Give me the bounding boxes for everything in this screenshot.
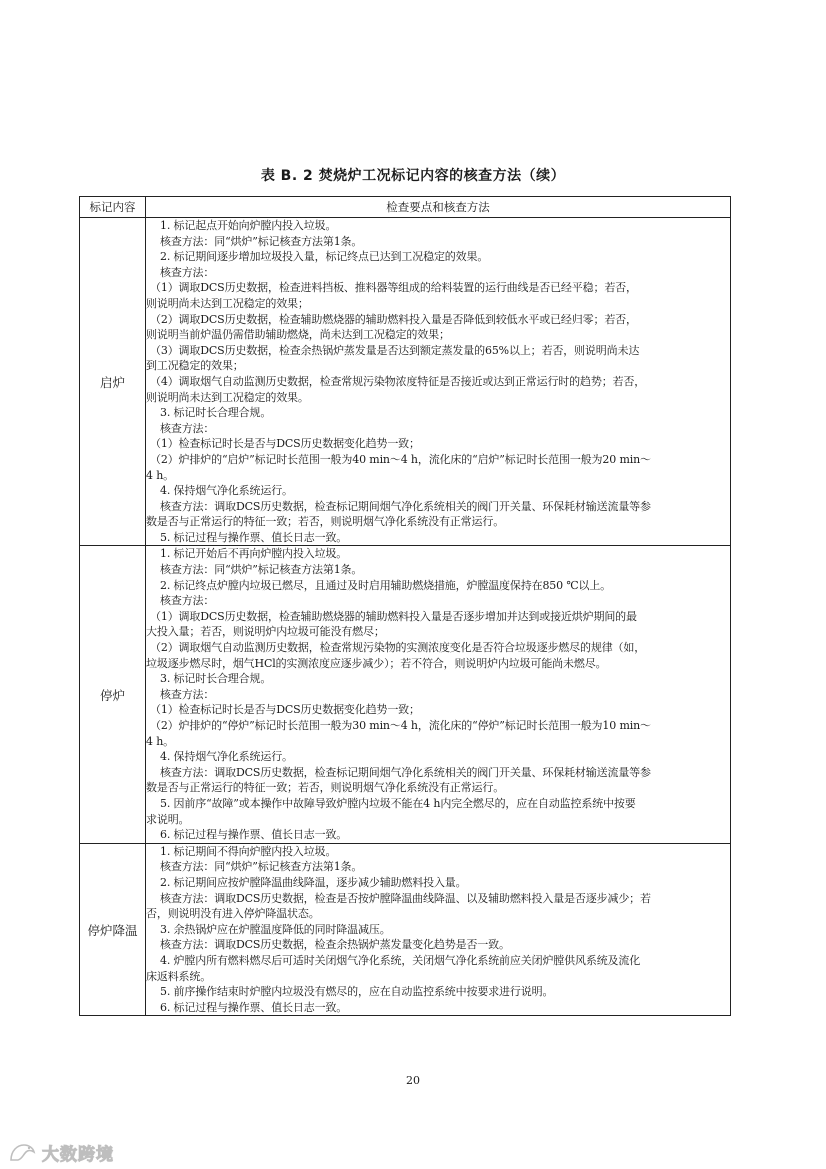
check-line: 6. 标记过程与操作票、值长日志一致。 <box>160 828 348 842</box>
check-line: 核查方法：调取DCS历史数据，检查是否按炉膛降温曲线降温、以及辅助燃料投入量是否逐步减少；若 <box>160 891 651 905</box>
check-line: 则说明尚未达到工况稳定的效果。 <box>146 390 309 404</box>
check-method-cell <box>146 546 731 843</box>
fox-logo-icon <box>8 1141 38 1163</box>
check-line: 5. 因前序“故障”或本操作中故障导致炉膛内垃圾不能在4 h内完全燃尽的，应在自动监控系统中按要 <box>160 796 636 810</box>
check-line: 2. 标记期间应按炉膛降温曲线降温，逐步减少辅助燃料投入量。 <box>160 875 467 889</box>
check-line: 床返料系统。 <box>146 969 212 983</box>
check-line: （1）调取DCS历史数据，检查进料挡板、推料器等组成的给料装置的运行曲线是否已经平稳；若否， <box>150 281 637 295</box>
check-line: 数是否与正常运行的特征一致；若否，则说明烟气净化系统没有正常运行。 <box>146 515 505 529</box>
table-title: 表 B. 2 焚烧炉工况标记内容的核查方法（续） <box>260 168 566 184</box>
check-line: 否，则说明没有进入停炉降温状态。 <box>146 907 320 921</box>
check-line: 大投入量；若否，则说明炉内垃圾可能没有燃尽； <box>146 625 385 639</box>
check-line: （1）检查标记时长是否与DCS历史数据变化趋势一致； <box>150 703 420 717</box>
check-line: 核查方法：同“烘炉”标记核查方法第1条。 <box>160 563 363 577</box>
check-line: 5. 标记过程与操作票、值长日志一致。 <box>160 530 348 544</box>
check-line: 1. 标记开始后不再向炉膛内投入垃圾。 <box>160 547 348 561</box>
check-line: 3. 余热锅炉应在炉膛温度降低的同时降温减压。 <box>160 922 391 936</box>
row-start-furnace <box>80 218 731 546</box>
check-line: 1. 标记起点开始向炉膛内投入垃圾。 <box>160 219 337 232</box>
table-header-row <box>80 197 731 218</box>
check-line: 垃圾逐步燃尽时，烟气HCl的实测浓度应逐步减少）；若不符合，则说明炉内垃圾可能尚未燃尽。 <box>146 656 607 670</box>
watermark <box>8 1140 114 1164</box>
check-line: （2）炉排炉的“停炉”标记时长范围一般为30 min～4 h，流化床的“停炉”标记时长范围一般为10 min～ <box>150 719 651 732</box>
check-line: 数是否与正常运行的特征一致；若否，则说明烟气净化系统没有正常运行。 <box>146 781 505 795</box>
check-line: （2）炉排炉的“启炉”标记时长范围一般为40 min～4 h，流化床的“启炉”标记时长范围一般为20 min～ <box>150 452 651 466</box>
check-line: 核查方法：同“烘炉”标记核查方法第1条。 <box>160 234 363 248</box>
check-line: （1）检查标记时长是否与DCS历史数据变化趋势一致； <box>150 437 420 451</box>
check-line: 4. 保持烟气净化系统运行。 <box>160 750 293 764</box>
row-stop-furnace <box>80 546 731 843</box>
check-line: 核查方法： <box>160 687 215 701</box>
check-line: 核查方法： <box>160 421 215 435</box>
check-line: （3）调取DCS历史数据，检查余热锅炉蒸发量是否达到额定蒸发量的65%以上；若否，则说明尚未达 <box>150 343 640 357</box>
mark-content-label: 停炉 <box>80 546 146 843</box>
check-line: 1. 标记期间不得向炉膛内投入垃圾。 <box>160 844 337 858</box>
check-method-cell <box>146 218 731 546</box>
check-line: 核查方法：调取DCS历史数据，检查标记期间烟气净化系统相关的阀门开关量、环保耗材输送流量等参 <box>160 765 651 779</box>
header-mark-content: 标记内容 <box>80 197 146 218</box>
check-line: 则说明尚未达到工况稳定的效果； <box>146 296 309 310</box>
check-line: 核查方法： <box>160 594 215 608</box>
check-line: 核查方法：调取DCS历史数据，检查余热锅炉蒸发量变化趋势是否一致。 <box>160 938 510 952</box>
check-line: 核查方法：调取DCS历史数据，检查标记期间烟气净化系统相关的阀门开关量、环保耗材输送流量等参 <box>160 499 651 513</box>
check-line: 核查方法： <box>160 265 215 279</box>
mark-content-label: 停炉降温 <box>80 843 146 1016</box>
header-check-points: 检查要点和核查方法 <box>146 197 731 218</box>
check-line: 4 h。 <box>146 468 174 482</box>
check-line: （4）调取烟气自动监测历史数据，检查常规污染物浓度特征是否接近或达到正常运行时的趋势；若否， <box>150 374 646 388</box>
check-line: 5. 前序操作结束时炉膛内垃圾没有燃尽的，应在自动监控系统中按要求进行说明。 <box>160 985 554 999</box>
check-line: （2）调取DCS历史数据，检查辅助燃烧器的辅助燃料投入量是否降低到较低水平或已经归零；若否， <box>150 312 637 326</box>
check-line: 4. 炉膛内所有燃料燃尽后可适时关闭烟气净化系统，关闭烟气净化系统前应关闭炉膛供风系统及流化 <box>160 953 641 967</box>
page-number: 20 <box>406 1074 420 1087</box>
check-line: 2. 标记终点炉膛内垃圾已燃尽，且通过及时启用辅助燃烧措施，炉膛温度保持在850 ℃以上。 <box>160 578 612 592</box>
mark-content-label: 启炉 <box>80 218 146 546</box>
check-line: 则说明当前炉温仍需借助辅助燃烧，尚未达到工况稳定的效果； <box>146 328 450 342</box>
check-line: 2. 标记期间逐步增加垃圾投入量，标记终点已达到工况稳定的效果。 <box>160 250 489 264</box>
row-stop-cooldown <box>80 843 731 1016</box>
check-line: （1）调取DCS历史数据，检查辅助燃烧器的辅助燃料投入量是否逐步增加并达到或接近烘炉期间的最 <box>150 609 637 623</box>
check-line: 求说明。 <box>146 812 190 826</box>
inspection-table <box>79 196 731 1016</box>
check-method-cell <box>146 843 731 1016</box>
check-line: 3. 标记时长合理合规。 <box>160 406 272 420</box>
watermark-text: 大数跨境 <box>42 1144 114 1165</box>
check-line: 核查方法：同“烘炉”标记核查方法第1条。 <box>160 860 363 874</box>
check-line: 6. 标记过程与操作票、值长日志一致。 <box>160 1000 348 1014</box>
check-line: （2）调取烟气自动监测历史数据，检查常规污染物的实测浓度变化是否符合垃圾逐步燃尽的规律（如， <box>150 641 646 655</box>
check-line: 到工况稳定的效果； <box>146 359 244 373</box>
check-line: 3. 标记时长合理合规。 <box>160 672 272 686</box>
check-line: 4. 保持烟气净化系统运行。 <box>160 484 293 498</box>
check-line: 4 h。 <box>146 734 174 748</box>
